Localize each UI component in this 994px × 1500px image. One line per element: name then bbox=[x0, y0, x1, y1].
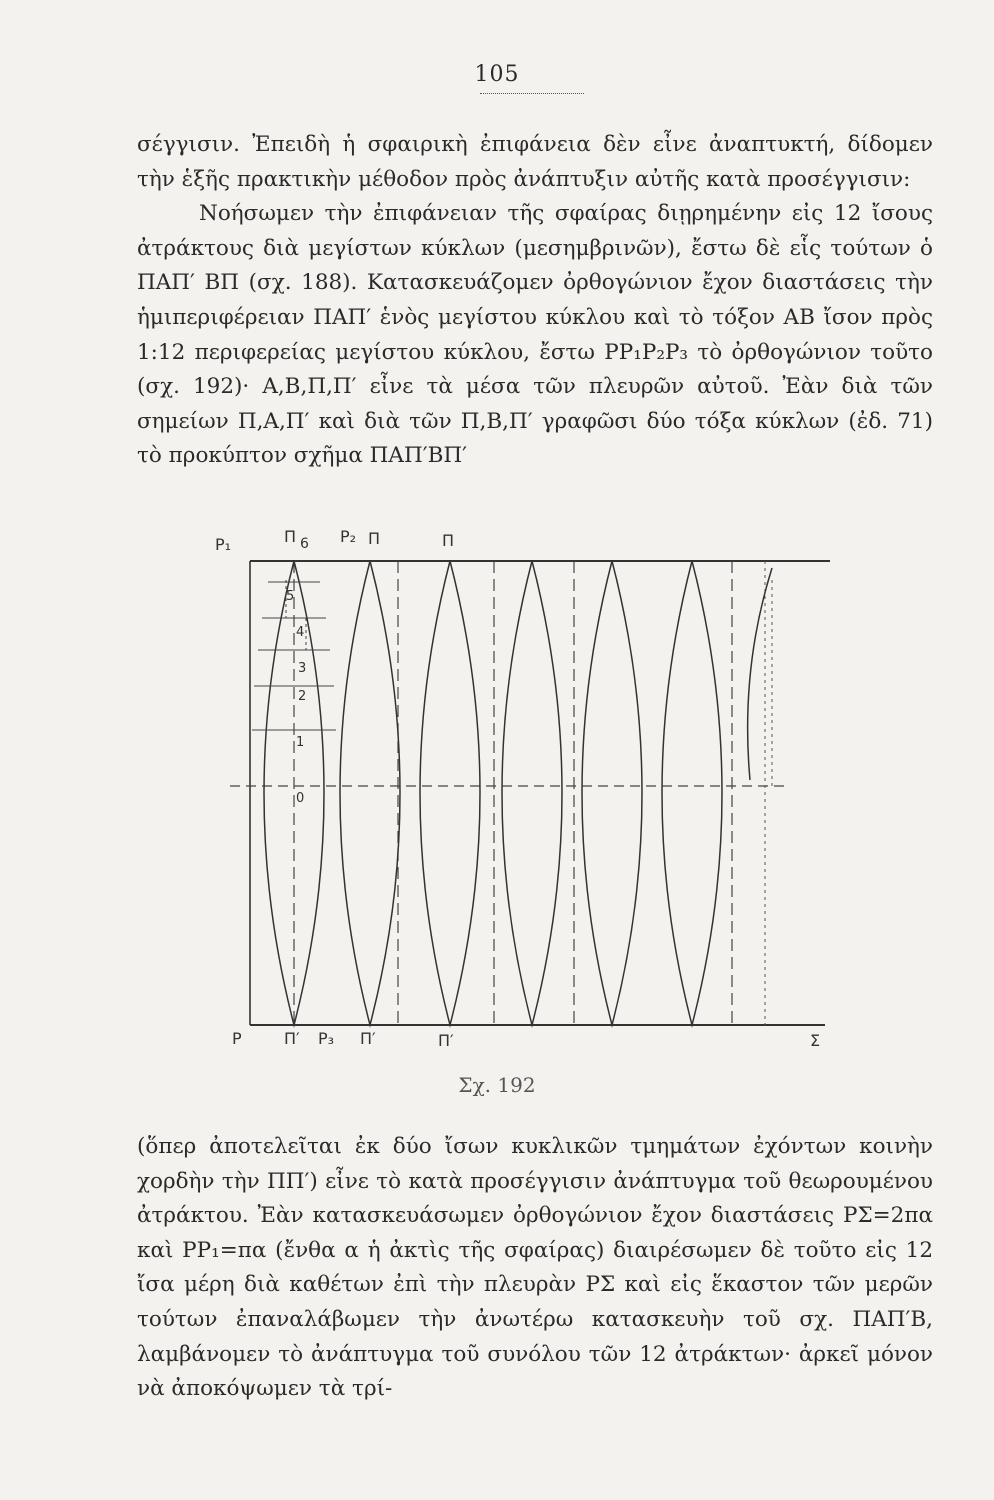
upper-text bbox=[137, 128, 933, 474]
paragraph-1: σέγγισιν. Ἐπειδὴ ἡ σφαιρικὴ ἐπιφάνεια δὲν εἶνε ἀναπτυκτή, δίδομεν τὴν ἑξῆς πρακτικὴν μέθοδον πρὸς ἀνάπτυξιν αὐτῆς κατὰ προσέγγισιν: bbox=[137, 132, 933, 192]
label-pi-top-2: Π bbox=[368, 529, 381, 548]
label-sigma: Σ bbox=[810, 1031, 821, 1050]
scale-2: 2 bbox=[298, 689, 307, 704]
gore-1 bbox=[264, 561, 324, 1025]
scale-0: 0 bbox=[296, 791, 305, 806]
paragraph-2: Νοήσωμεν τὴν ἐπιφάνειαν τῆς σφαίρας διῃρημένην εἰς 12 ἴσους ἀτράκτους διὰ μεγίστων κύκλων (μεσημβρινῶν), ἔστω δὲ εἷς τούτων ὁ ΠΑΠ′ ΒΠ (σχ. 188). Κατασκευάζομεν ὀρθογώνιον ἔχον διαστάσεις τὴν ἡμιπεριφέρειαν ΠΑΠ′ ἑνὸς μεγίστου κύκλου καὶ τὸ τόξον ΑΒ ἴσον πρὸς 1:12 περιφερείας μεγίστου κύκλου, ἔστω ΡΡ₁Ρ₂Ρ₃ τὸ ὀρθογώνιον τοῦτο (σχ. 192)· Α,Β,Π,Π′ εἶνε τὰ μέσα τῶν πλευρῶν αὐτοῦ. Ἐὰν διὰ τῶν σημείων Π,Α,Π′ καὶ διὰ τῶν Π,Β,Π′ γραφῶσι δύο τόξα κύκλων (ἐδ. 71) τὸ προκύπτον σχῆμα ΠΑΠ′ΒΠ′ bbox=[137, 201, 933, 469]
gore-4 bbox=[502, 561, 562, 1025]
centre-lines bbox=[294, 561, 732, 1025]
label-p: P bbox=[232, 1029, 242, 1048]
label-pi-prime-1: Π′ bbox=[284, 1029, 300, 1048]
label-p1: P₁ bbox=[215, 535, 232, 554]
label-pi-prime-2: Π′ bbox=[360, 1029, 376, 1048]
gore-5 bbox=[582, 561, 642, 1025]
label-pi-top-3: Π bbox=[442, 531, 455, 550]
gore-6 bbox=[662, 561, 722, 1025]
label-p2: P₂ bbox=[340, 527, 357, 546]
label-pi-prime-3: Π′ bbox=[438, 1031, 454, 1050]
figure-192 bbox=[210, 520, 850, 1050]
scale-3: 3 bbox=[298, 661, 307, 676]
gore-2 bbox=[340, 561, 400, 1025]
gore-shapes bbox=[264, 561, 772, 1025]
paragraph-3: (ὅπερ ἀποτελεῖται ἐκ δύο ἴσων κυκλικῶν τμημάτων ἐχόντων κοινὴν χορδὴν τὴν ΠΠ′) εἶνε τὸ κατὰ προσέγγισιν ἀνάπτυγμα τοῦ θεωρουμένου ἀτράκτου. Ἐὰν κατασκευάσωμεν ὀρθογώνιον ἔχον διαστάσεις ΡΣ=2πα καὶ ΡΡ₁=πα (ἔνθα α ἡ ἀκτὶς τῆς σφαίρας) διαιρέσωμεν δὲ τοῦτο εἰς 12 ἴσα μέρη διὰ καθέτων ἐπὶ τὴν πλευρὰν ΡΣ καὶ εἰς ἕκαστον τῶν μερῶν τούτων ἐπαναλάβωμεν τὴν ἀνωτέρω κατασκευὴν τοῦ σχ. ΠΑΠ′Β, λαμβάνομεν τὸ ἀνάπτυγμα τοῦ συνόλου τῶν 12 ἀτράκτων· ἀρκεῖ μόνον νὰ ἀποκόψωμεν τὰ τρί- bbox=[137, 1134, 933, 1402]
scale-4: 4 bbox=[296, 625, 305, 640]
figure-caption: Σχ. 192 bbox=[458, 1073, 536, 1097]
gore-development-diagram bbox=[210, 520, 850, 1050]
page-number-rule bbox=[480, 93, 584, 94]
lower-text bbox=[137, 1130, 933, 1407]
scale-5: 5 bbox=[286, 589, 295, 604]
label-p3: P₃ bbox=[318, 1029, 335, 1048]
page-number: 105 bbox=[474, 62, 520, 87]
gore-7-partial bbox=[748, 568, 772, 780]
edge-dotted-lines bbox=[765, 561, 772, 1025]
gore-3 bbox=[420, 561, 480, 1025]
label-pi-top-1: Π bbox=[284, 527, 297, 546]
label-6: 6 bbox=[300, 536, 309, 552]
scale-1: 1 bbox=[296, 735, 305, 750]
